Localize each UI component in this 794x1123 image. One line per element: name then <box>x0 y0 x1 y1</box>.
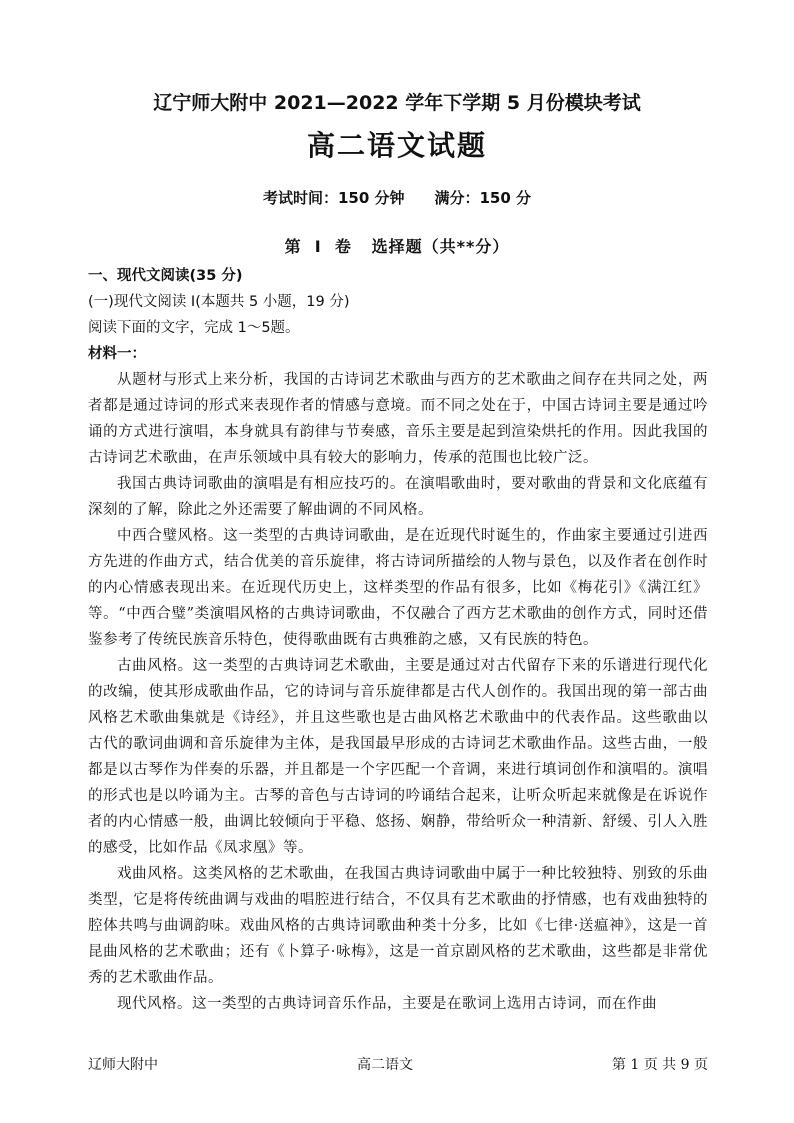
paragraph-5: 戏曲风格。这类风格的艺术歌曲，在我国古典诗词歌曲中属于一种比较独特、别致的乐曲类型，它是将传统曲调与戏曲的唱腔进行结合，不仅具有艺术歌曲的抒情感，也有戏曲独特的腔体共鸣与曲调韵味。戏曲风格的古典诗词歌曲种类十分多，比如《七律·送瘟神》，这是一首昆曲风格的艺术歌曲；还有《卜算子·咏梅》，这是一首京剧风格的艺术歌曲，这些都是非常优秀的艺术歌曲作品。 <box>88 866 708 986</box>
paragraph-6: 现代风格。这一类型的古典诗词音乐作品，主要是在歌词上选用古诗词，而在作曲 <box>117 996 657 1012</box>
exam-time: 考试时间：150 分钟 <box>262 189 405 207</box>
reading-content <box>88 263 708 1017</box>
paragraph-4: 古曲风格。这一类型的古典诗词艺术歌曲，主要是通过对古代留存下来的乐谱进行现代化的改编，使其形成歌曲作品，它的诗词与音乐旋律都是古代人创作的。我国出现的第一部古曲风格艺术歌曲集就是《诗经》，并且这些歌也是古曲风格艺术歌曲中的代表作品。这些歌曲以古代的歌词曲调和音乐旋律为主体，是我国最早形成的古诗词艺术歌曲作品。这些古曲，一般都是以古琴作为伴奏的乐器，并且都是一个字匹配一个音调，来进行填词创作和演唱的。演唱的形式也是以吟诵为主。古琴的音色与古诗词的吟诵结合起来，让听众听起来就像是在诉说作者的内心情感一般，曲调比较倾向于平稳、悠扬、娴静，带给听众一种清新、舒缓、引人入胜的感受，比如作品《凤求凰》等。 <box>88 658 708 856</box>
paragraph-3: 中西合璧风格。这一类型的古典诗词歌曲，是在近现代时诞生的，作曲家主要通过引进西方先进的作曲方式，结合优美的音乐旋律，将古诗词所描绘的人物与景色，以及作者在创作时的内心情感表现出来。在近现代历史上，这样类型的作品有很多，比如《梅花引》《满江红》等。“中西合璧”类演唱风格的古典诗词歌曲，不仅融合了西方艺术歌曲的创作方式，同时还借鉴参考了传统民族音乐特色，使得歌曲既有古典雅韵之感，又有民族的特色。 <box>88 528 708 648</box>
part-one-heading: 一、现代文阅读(35 分) <box>88 268 243 284</box>
page-footer <box>88 1054 708 1074</box>
material-label: 材料一： <box>88 346 146 362</box>
paragraph-2: 我国古典诗词歌曲的演唱是有相应技巧的。在演唱歌曲时，要对歌曲的背景和文化底蕴有深刻的了解，除此之外还需要了解曲调的不同风格。 <box>88 476 708 518</box>
footer-school: 辽师大附中 <box>88 1057 158 1073</box>
subject-title: 高二语文试题 <box>306 129 487 162</box>
section-title: 第 Ⅰ 卷 选择题（共**分） <box>284 237 510 256</box>
sub-part-heading: (一)现代文阅读 Ⅰ(本题共 5 小题，19 分) <box>88 294 350 310</box>
exam-info <box>0 187 794 208</box>
footer-subject: 高二语文 <box>356 1057 413 1073</box>
paragraph-1: 从题材与形式上来分析，我国的古诗词艺术歌曲与西方的艺术歌曲之间存在共同之处，两者都是通过诗词的形式来表现作者的情感与意境。而不同之处在于，中国古诗词主要是通过吟诵的方式进行演唱，本身就具有韵律与节奏感，音乐主要是起到渲染烘托的作用。因此我国的古诗词艺术歌曲，在声乐领域中具有较大的影响力，传承的范围也比较广泛。 <box>88 372 708 466</box>
full-score: 满分：150 分 <box>434 189 532 207</box>
exam-title: 辽宁师大附中 2021—2022 学年下学期 5 月份模块考试 <box>153 92 641 114</box>
instruction-text: 阅读下面的文字，完成 1～5题。 <box>88 320 300 336</box>
footer-page-info: 第 1 页 共 9 页 <box>611 1057 708 1073</box>
